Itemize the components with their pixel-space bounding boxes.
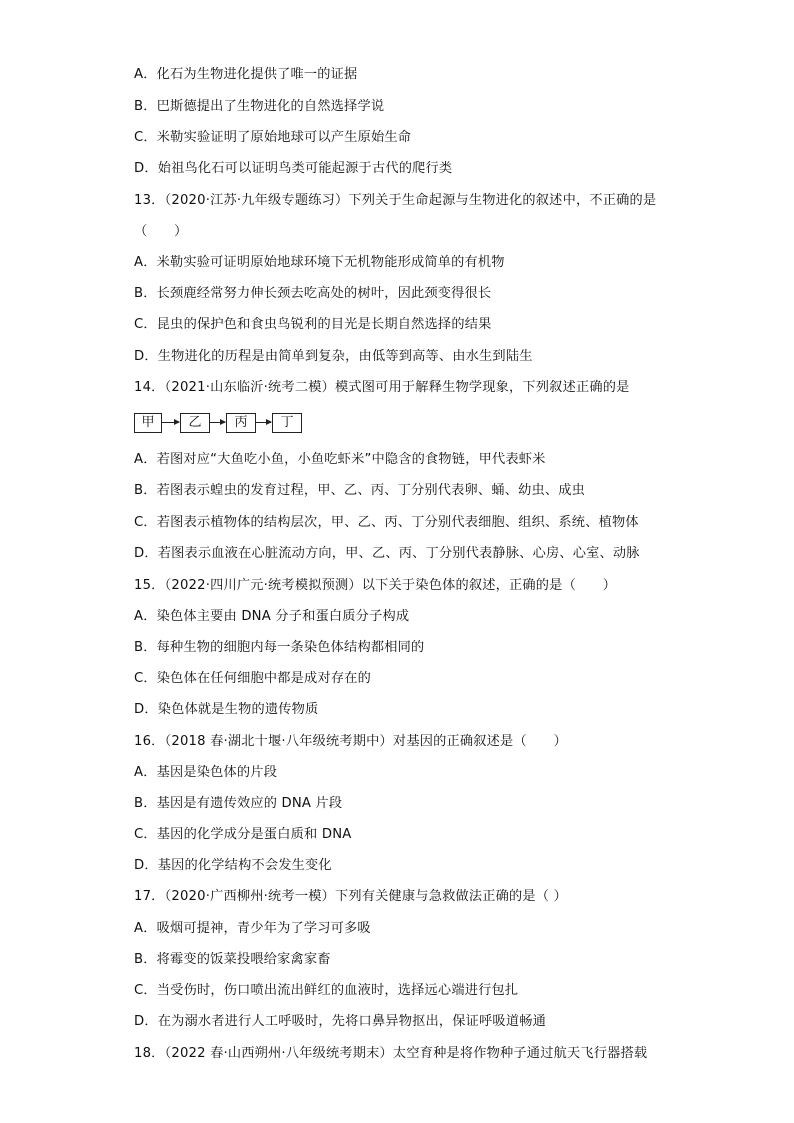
option-13c: C．昆虫的保护色和食虫鸟锐利的目光是长期自然选择的结果 [134, 317, 492, 332]
model-diagram [134, 411, 304, 437]
option-12b: B．巴斯德提出了生物进化的自然选择学说 [134, 99, 385, 114]
option-12d: D．始祖鸟化石可以证明鸟类可能起源于古代的爬行类 [134, 161, 453, 176]
option-14a: A．若图对应“大鱼吃小鱼，小鱼吃虾米”中隐含的食物链，甲代表虾米 [134, 452, 546, 467]
question-17: 17．（2020·广西柳州·统考一模）下列有关健康与急救做法正确的是（ ） [134, 889, 567, 904]
option-17a: A．吸烟可提神，青少年为了学习可多吸 [134, 921, 371, 936]
option-12a: A．化石为生物进化提供了唯一的证据 [134, 67, 358, 82]
option-16b: B．基因是有遗传效应的 DNA 片段 [134, 796, 343, 811]
diagram-box-ding: 丁 [272, 413, 302, 433]
diagram-arrow [255, 422, 271, 423]
question-18: 18．（2022 春·山西朔州·八年级统考期末）太空育种是将作物种子通过航天飞行器搭载 [134, 1046, 648, 1061]
diagram-box-yi: 乙 [180, 413, 210, 433]
question-13: 13．（2020·江苏·九年级专题练习）下列关于生命起源与生物进化的叙述中，不正确的是 [134, 193, 657, 208]
diagram-box-jia: 甲 [134, 413, 162, 433]
option-15d: D．染色体就是生物的遗传物质 [134, 702, 319, 717]
option-15b: B．每种生物的细胞内每一条染色体结构都相同的 [134, 640, 425, 655]
question-14: 14．（2021·山东临沂·统考二模）模式图可用于解释生物学现象，下列叙述正确的是 [134, 380, 630, 395]
option-15c: C．染色体在任何细胞中都是成对存在的 [134, 671, 371, 686]
option-17c: C．当受伤时，伤口喷出流出鲜红的血液时，选择远心端进行包扎 [134, 983, 519, 998]
option-13d: D．生物进化的历程是由简单到复杂，由低等到高等、由水生到陆生 [134, 349, 533, 364]
option-17b: B．将霉变的饭菜投喂给家禽家畜 [134, 952, 331, 967]
question-15: 15．（2022·四川广元·统考模拟预测）以下关于染色体的叙述，正确的是（ ） [134, 578, 617, 593]
diagram-arrow [161, 422, 179, 423]
option-15a: A．染色体主要由 DNA 分子和蛋白质分子构成 [134, 609, 410, 624]
option-17d: D．在为溺水者进行人工呼吸时，先将口鼻异物抠出，保证呼吸道畅通 [134, 1014, 546, 1029]
option-14c: C．若图表示植物体的结构层次，甲、乙、丙、丁分别代表细胞、组织、系统、植物体 [134, 515, 639, 530]
option-16c: C．基因的化学成分是蛋白质和 DNA [134, 827, 352, 842]
option-16d: D．基因的化学结构不会发生变化 [134, 858, 332, 873]
diagram-box-bing: 丙 [226, 413, 256, 433]
option-12c: C．米勒实验证明了原始地球可以产生原始生命 [134, 130, 412, 145]
option-13b: B．长颈鹿经常努力伸长颈去吃高处的树叶，因此颈变得很长 [134, 286, 492, 301]
question-13-blank: （ ） [134, 224, 188, 239]
option-14d: D．若图表示血液在心脏流动方向，甲、乙、丙、丁分别代表静脉、心房、心室、动脉 [134, 546, 640, 561]
diagram-arrow [209, 422, 225, 423]
option-13a: A．米勒实验可证明原始地球环境下无机物能形成简单的有机物 [134, 255, 505, 270]
option-14b: B．若图表示蝗虫的发育过程，甲、乙、丙、丁分别代表卵、蛹、幼虫、成虫 [134, 483, 586, 498]
question-16: 16．（2018 春·湖北十堰·八年级统考期中）对基因的正确叙述是（ ） [134, 734, 567, 749]
option-16a: A．基因是染色体的片段 [134, 765, 278, 780]
